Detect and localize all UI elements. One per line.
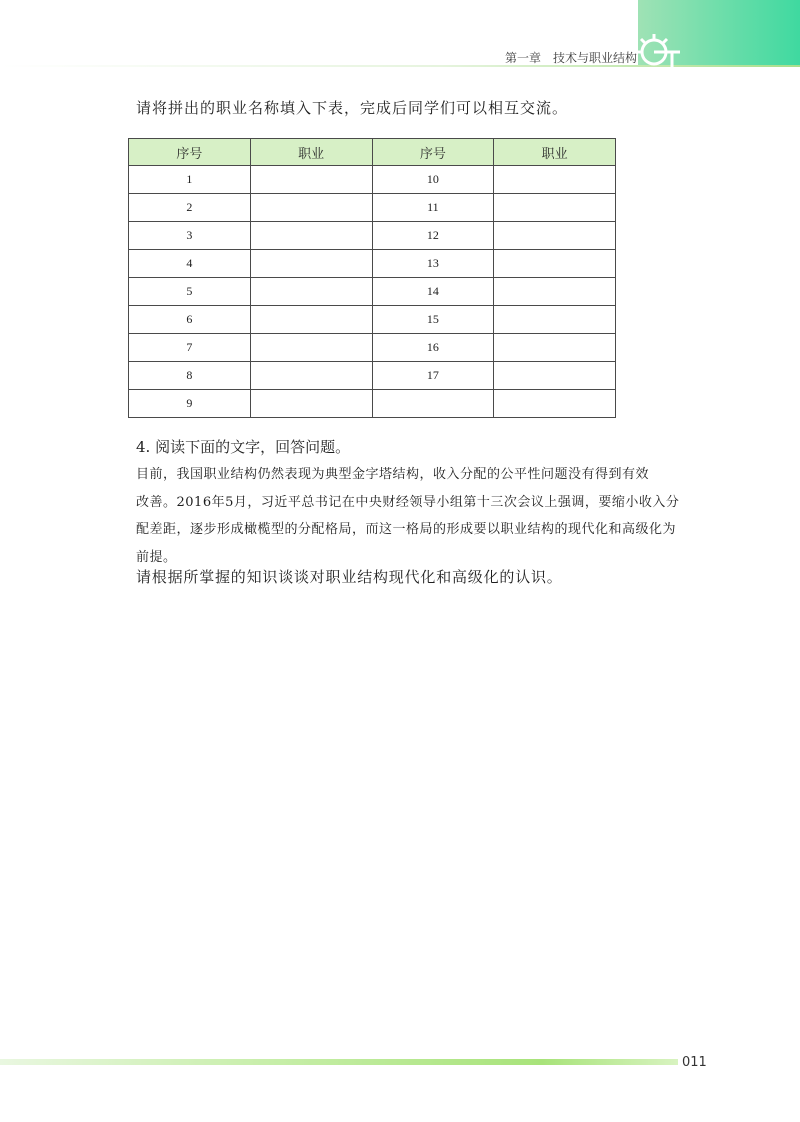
occupation-cell[interactable] [494, 306, 616, 334]
occupation-cell[interactable] [250, 166, 372, 194]
occupation-cell[interactable] [494, 222, 616, 250]
occupation-cell[interactable] [250, 334, 372, 362]
passage-line: 配差距，逐步形成橄榄型的分配格局，而这一格局的形成要以职业结构的现代化和高级化为 [136, 522, 677, 537]
table-row [129, 222, 616, 250]
occupation-cell[interactable] [250, 194, 372, 222]
index-cell: 9 [129, 390, 251, 418]
occupation-cell[interactable] [250, 250, 372, 278]
index-cell: 2 [129, 194, 251, 222]
passage-line: 改善。2016年5月，习近平总书记在中央财经领导小组第十三次会议上强调，要缩小收入分 [136, 494, 680, 510]
occupation-cell[interactable] [494, 362, 616, 390]
occupation-cell[interactable] [494, 194, 616, 222]
occupation-cell[interactable] [250, 390, 372, 418]
index-cell: 8 [129, 362, 251, 390]
index-cell: 17 [372, 362, 494, 390]
index-cell: 6 [129, 306, 251, 334]
table-row [129, 306, 616, 334]
table-row [129, 250, 616, 278]
index-cell: 11 [372, 194, 494, 222]
chapter-title: 第一章 技术与职业结构 [505, 51, 638, 65]
passage-line: 前提。 [136, 549, 177, 565]
header-occupation-2: 职业 [494, 139, 616, 166]
header-index-1: 序号 [129, 139, 251, 166]
header-index-2: 序号 [372, 139, 494, 166]
index-cell: 1 [129, 166, 251, 194]
index-cell: 7 [129, 334, 251, 362]
passage-line: 目前，我国职业结构仍然表现为典型金字塔结构，收入分配的公平性问题没有得到有效 [136, 467, 650, 482]
index-cell: 3 [129, 222, 251, 250]
occupation-cell[interactable] [494, 334, 616, 362]
occupation-cell[interactable] [250, 278, 372, 306]
table-header-row [129, 139, 616, 166]
index-cell: 13 [372, 250, 494, 278]
question-4-prompt: 请根据所掌握的知识谈谈对职业结构现代化和高级化的认识。 [136, 568, 563, 586]
occupation-cell[interactable] [494, 250, 616, 278]
table-row [129, 278, 616, 306]
header-occupation-1: 职业 [250, 139, 372, 166]
table-row [129, 390, 616, 418]
occupation-cell[interactable] [250, 306, 372, 334]
occupation-cell[interactable] [494, 390, 616, 418]
index-cell: 14 [372, 278, 494, 306]
occupation-table [128, 138, 616, 418]
gear-logo-icon [632, 28, 692, 72]
index-cell: 5 [129, 278, 251, 306]
reading-passage [136, 461, 696, 571]
page-number: 011 [682, 1055, 707, 1070]
occupation-cell[interactable] [494, 166, 616, 194]
table-row [129, 166, 616, 194]
index-cell [372, 390, 494, 418]
index-cell: 10 [372, 166, 494, 194]
table-row [129, 194, 616, 222]
index-cell: 15 [372, 306, 494, 334]
index-cell: 12 [372, 222, 494, 250]
occupation-cell[interactable] [250, 362, 372, 390]
table-row [129, 362, 616, 390]
footer-rule [0, 1059, 678, 1065]
table-row [129, 334, 616, 362]
question-4-title: 4. 阅读下面的文字，回答问题。 [136, 438, 351, 456]
index-cell: 16 [372, 334, 494, 362]
table-instruction: 请将拼出的职业名称填入下表，完成后同学们可以相互交流。 [136, 99, 569, 117]
index-cell: 4 [129, 250, 251, 278]
occupation-cell[interactable] [250, 222, 372, 250]
occupation-cell[interactable] [494, 278, 616, 306]
